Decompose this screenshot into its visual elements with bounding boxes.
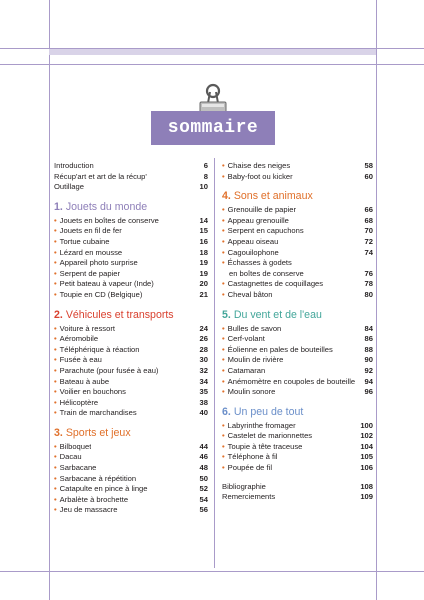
toc-entry-page: 30 — [199, 355, 208, 365]
toc-entry-page: 80 — [364, 289, 373, 299]
toc-entry-label: • Arbalète à brochette — [54, 495, 128, 506]
toc-entry-label: • Serpent en capuchons — [222, 226, 304, 237]
toc-entry — [54, 495, 208, 506]
toc-entry-label: • Jouets en fil de fer — [54, 226, 122, 237]
toc-entry-page: 109 — [360, 492, 373, 502]
toc-entry — [222, 205, 373, 216]
toc-entry — [54, 226, 208, 237]
toc-entry-page: 19 — [199, 258, 208, 268]
toc-entry-label: • Castelet de marionnettes — [222, 431, 312, 442]
toc-entry — [54, 269, 208, 280]
toc-entry-page: 88 — [364, 344, 373, 354]
toc-entry — [54, 452, 208, 463]
toc-entry-label: • Moulin de rivière — [222, 355, 283, 366]
toc-entry-label: • Catamaran — [222, 366, 265, 377]
toc-entry-page: 32 — [199, 365, 208, 375]
toc-entry-page: 94 — [364, 376, 373, 386]
section-number: 6. — [222, 405, 231, 418]
toc-entry — [222, 161, 373, 172]
toc-entry-page: 46 — [199, 452, 208, 462]
toc-entry-page: 40 — [199, 408, 208, 418]
section-title: Sports et jeux — [65, 426, 131, 439]
section-number: 1. — [54, 200, 63, 213]
toc-entry — [222, 324, 373, 335]
left-margin-rule — [49, 0, 50, 600]
toc-entry-label: Outillage — [54, 182, 84, 192]
toc-entry-label: • Lézard en mousse — [54, 248, 122, 259]
toc-entry-page: 19 — [199, 268, 208, 278]
section-title: Du vent et de l'eau — [233, 308, 322, 321]
toc-entry-page: 58 — [364, 161, 373, 170]
toc-entry-label: • Appeau oiseau — [222, 237, 278, 248]
section-heading — [222, 309, 373, 322]
toc-entry-page: 34 — [199, 376, 208, 386]
toc-entry — [222, 355, 373, 366]
toc-entry-page: 26 — [199, 334, 208, 344]
toc-entry — [54, 216, 208, 227]
toc-entry-page: 28 — [199, 344, 208, 354]
toc-entry — [222, 421, 373, 432]
toc-entry-page: 24 — [199, 323, 208, 333]
toc-entry — [54, 505, 208, 516]
toc-entry-page: 14 — [199, 215, 208, 225]
section-title: Jouets du monde — [65, 200, 148, 213]
toc-entry-label: • Bateau à aube — [54, 377, 109, 388]
header-band — [49, 49, 376, 55]
toc-entry — [222, 216, 373, 227]
toc-entry — [222, 172, 373, 183]
toc-entry — [222, 366, 373, 377]
toc-entry-label: • Téléphone à fil — [222, 452, 278, 463]
toc-entry-page: 104 — [360, 441, 373, 451]
toc-entry-label: Récup'art et art de la récup' — [54, 171, 147, 181]
toc-entry-label: • Aéromobile — [54, 334, 98, 345]
toc-entry-page: 66 — [364, 205, 373, 215]
column-divider — [214, 158, 215, 568]
toc-entry-label: • Bilboquet — [54, 442, 91, 453]
toc-entry-label: • Toupie à tête traceuse — [222, 442, 302, 453]
toc-entry — [54, 355, 208, 366]
toc-entry-label: • Labyrinthe fromager — [222, 421, 296, 432]
toc-entry-label: • Appareil photo surprise — [54, 258, 138, 269]
toc-entry-label: • Grenouille de papier — [222, 205, 296, 216]
toc-entry-page: 18 — [199, 247, 208, 257]
toc-entry-label: • Sarbacane — [54, 463, 96, 474]
toc-entry — [222, 463, 373, 474]
toc-entry-label: • Toupie en CD (Belgique) — [54, 290, 142, 301]
toc-entry-label: • Voilier en bouchons — [54, 387, 126, 398]
toc-entry — [54, 387, 208, 398]
toc-entry — [54, 334, 208, 345]
toc-entry — [222, 377, 373, 388]
toc-entry-label: • Cerf-volant — [222, 334, 265, 345]
toc-entry — [54, 463, 208, 474]
toc-entry-page: 54 — [199, 494, 208, 504]
toc-left-column — [54, 161, 208, 516]
toc-entry — [222, 442, 373, 453]
section-title: Sons et animaux — [233, 190, 313, 203]
toc-entry-label: • Échasses à godets — [222, 258, 292, 269]
toc-entry-label: • Petit bateau à vapeur (Inde) — [54, 279, 154, 290]
toc-entry-page: 76 — [364, 268, 373, 278]
section-title: Un peu de tout — [233, 405, 304, 418]
toc-entry-label: • Anémomètre en coupoles de bouteille — [222, 377, 355, 388]
section-number: 5. — [222, 308, 231, 321]
toc-entry-page: 56 — [199, 505, 208, 515]
toc-entry — [222, 269, 373, 280]
toc-entry-label: Remerciements — [222, 492, 276, 502]
right-margin-rule — [376, 0, 377, 600]
toc-entry-page: 44 — [199, 441, 208, 451]
toc-entry-label: Introduction — [54, 161, 94, 170]
toc-entry-page: 106 — [360, 463, 373, 473]
toc-entry — [54, 324, 208, 335]
toc-entry — [222, 290, 373, 301]
toc-entry-page: 90 — [364, 355, 373, 365]
toc-entry-label: Bibliographie — [222, 481, 266, 491]
toc-entry — [222, 345, 373, 356]
toc-entry-label: • Serpent de papier — [54, 269, 120, 280]
toc-entry — [222, 248, 373, 259]
toc-entry-page: 70 — [364, 226, 373, 236]
toc-entry — [54, 408, 208, 419]
toc-entry-page: 72 — [364, 236, 373, 246]
toc-entry-label: • Train de marchandises — [54, 408, 137, 419]
toc-entry-label: • Dacau — [54, 452, 82, 463]
toc-entry-label: • Poupée de fil — [222, 463, 272, 474]
section-heading — [54, 427, 208, 440]
toc-entry-page: 74 — [364, 247, 373, 257]
toc-entry-page: 102 — [360, 431, 373, 441]
toc-entry-page: 15 — [199, 226, 208, 236]
toc-entry-page: 38 — [199, 397, 208, 407]
toc-entry-label: • Catapulte en pince à linge — [54, 484, 148, 495]
toc-entry — [54, 237, 208, 248]
toc-entry-page: 78 — [364, 279, 373, 289]
toc-entry-page: 35 — [199, 387, 208, 397]
toc-entry — [222, 492, 373, 503]
toc-entry-label: • Chaise des neiges — [222, 161, 290, 172]
toc-entry — [54, 279, 208, 290]
toc-entry — [54, 182, 208, 193]
section-number: 4. — [222, 190, 231, 203]
toc-entry-page: 10 — [199, 182, 208, 192]
section-number: 3. — [54, 426, 63, 439]
header-rule — [0, 64, 424, 65]
toc-entry-label: • Appeau grenouille — [222, 216, 289, 227]
toc-entry-page: 52 — [199, 484, 208, 494]
toc-entry — [222, 258, 373, 269]
toc-entry-label: • Hélicoptère — [54, 398, 98, 409]
toc-entry — [54, 290, 208, 301]
toc-entry-label: • Baby-foot ou kicker — [222, 172, 293, 183]
toc-entry — [54, 377, 208, 388]
toc-entry — [54, 345, 208, 356]
toc-entry-label: • Éolienne en pales de bouteilles — [222, 345, 333, 356]
page-title: sommaire — [151, 111, 275, 145]
toc-entry — [222, 334, 373, 345]
toc-entry-label: • Téléphérique à réaction — [54, 345, 139, 356]
toc-entry — [54, 161, 208, 172]
toc-entry-page: 21 — [199, 289, 208, 299]
toc-entry-page: 48 — [199, 463, 208, 473]
toc-entry — [54, 248, 208, 259]
toc-entry — [222, 279, 373, 290]
section-number: 2. — [54, 308, 63, 321]
toc-entry-label: • Cagouilophone — [222, 248, 279, 259]
toc-entry — [222, 226, 373, 237]
toc-entry — [54, 366, 208, 377]
toc-entry-label: • Bulles de savon — [222, 324, 281, 335]
toc-entry — [222, 452, 373, 463]
toc-entry-page — [369, 258, 373, 269]
toc-entry-label: • Tortue cubaine — [54, 237, 110, 248]
toc-entry-page: 100 — [360, 420, 373, 430]
section-heading — [222, 406, 373, 419]
bottom-rule — [0, 571, 424, 572]
toc-entry — [54, 484, 208, 495]
toc-entry-label: • Sarbacane à répétition — [54, 474, 136, 485]
toc-entry-page: 60 — [364, 171, 373, 181]
toc-entry-page: 84 — [364, 323, 373, 333]
toc-entry-label: • Cheval bâton — [222, 290, 272, 301]
toc-entry — [54, 442, 208, 453]
toc-entry — [54, 258, 208, 269]
toc-entry-page: 68 — [364, 215, 373, 225]
toc-entry-label: • Jeu de massacre — [54, 505, 118, 516]
toc-entry-label: • Fusée à eau — [54, 355, 102, 366]
spacer — [222, 474, 373, 482]
toc-entry-label: en boîtes de conserve — [229, 268, 304, 278]
section-heading — [54, 201, 208, 214]
toc-entry-page: 16 — [199, 236, 208, 246]
toc-entry — [222, 431, 373, 442]
toc-entry — [222, 482, 373, 493]
toc-entry-page: 105 — [360, 452, 373, 462]
toc-entry-page: 50 — [199, 473, 208, 483]
toc-entry-page: 8 — [203, 171, 208, 181]
toc-entry-page: 92 — [364, 365, 373, 375]
toc-entry-page: 96 — [364, 387, 373, 397]
toc-entry-page: 86 — [364, 334, 373, 344]
toc-entry-page: 20 — [199, 279, 208, 289]
section-title: Véhicules et transports — [65, 308, 174, 321]
section-heading — [222, 190, 373, 203]
toc-entry-page: 6 — [203, 161, 208, 170]
section-heading — [54, 309, 208, 322]
toc-entry-label: • Moulin sonore — [222, 387, 275, 398]
toc-entry — [54, 398, 208, 409]
toc-entry-label: • Castagnettes de coquillages — [222, 279, 323, 290]
toc-entry — [54, 172, 208, 183]
toc-entry-label: • Voiture à ressort — [54, 324, 115, 335]
toc-right-column — [222, 161, 373, 503]
toc-entry-label: • Jouets en boîtes de conserve — [54, 216, 159, 227]
toc-entry — [222, 387, 373, 398]
toc-entry — [222, 237, 373, 248]
toc-entry — [54, 474, 208, 485]
toc-entry-label: • Parachute (pour fusée à eau) — [54, 366, 158, 377]
toc-entry-page: 108 — [360, 481, 373, 491]
